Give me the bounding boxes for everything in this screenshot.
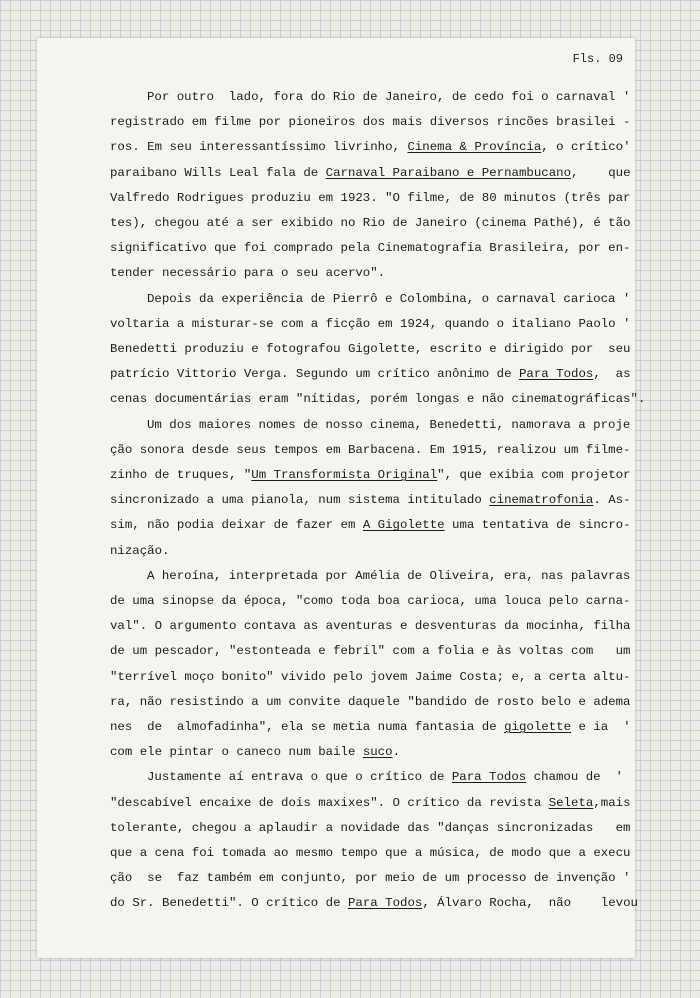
text-line: A heroína, interpretada por Amélia de Oliveira, era, nas palavras — [147, 568, 631, 583]
text-line: tender necessário para o seu acervo". — [110, 266, 386, 281]
text-line: "terrível moço bonito" vivido pelo jovem Jaime Costa; e, a certa altu- — [110, 669, 631, 684]
text-line: Um dos maiores nomes de nosso cinema, Benedetti, namorava a proje — [147, 417, 631, 432]
text-line: registrado em filme por pioneiros dos mais diversos rincões brasilei - — [110, 115, 631, 130]
text-line: "descabível encaixe de dois maxixes". O crítico da revista Seleta,mais — [110, 795, 631, 810]
text-line: paraibano Wills Leal fala de Carnaval Paraibano e Pernambucano, que — [110, 165, 631, 180]
text-line: voltaria a misturar-se com a ficção em 1924, quando o italiano Paolo ' — [110, 316, 631, 331]
text-line: ção se faz também em conjunto, por meio de um processo de invenção ' — [110, 871, 631, 886]
text-line: do Sr. Benedetti". O crítico de Para Todos, Álvaro Rocha, não levou — [110, 896, 638, 911]
page-number: Fls. 09 — [572, 52, 623, 66]
text-line: com ele pintar o caneco num baile suco. — [110, 745, 400, 760]
text-line: Por outro lado, fora do Rio de Janeiro, de cedo foi o carnaval ' — [147, 90, 631, 104]
text-line: ros. Em seu interessantíssimo livrinho, Cinema & Província, o crítico' — [110, 140, 631, 155]
text-line: sim, não podia deixar de fazer em A Gigolette uma tentativa de sincro- — [110, 518, 631, 533]
text-line: ção sonora desde seus tempos em Barbacena. Em 1915, realizou um filme- — [110, 442, 631, 457]
text-line: patrício Vittorio Verga. Segundo um crítico anônimo de Para Todos, as — [110, 367, 631, 382]
text-line: sincronizado a uma pianola, num sistema intitulado cinematrofonia. As- — [110, 493, 631, 508]
text-line: val". O argumento contava as aventuras e desventuras da mocinha, filha — [110, 619, 631, 634]
text-line: cenas documentárias eram "nítidas, porém longas e não cinematográficas". — [110, 392, 646, 407]
text-line: Benedetti produziu e fotografou Gigolette, escrito e dirigido por seu — [110, 342, 631, 356]
text-line: tes), chegou até a ser exibido no Rio de Janeiro (cinema Pathé), é tão — [110, 216, 631, 230]
document-page — [37, 38, 646, 958]
text-line: de uma sinopse da época, "como toda boa carioca, uma louca pelo carna- — [110, 594, 631, 608]
text-line: Depois da experiência de Pierrô e Colombina, o carnaval carioca ' — [147, 291, 631, 306]
text-line: zinho de truques, "Um Transformista Original", que exibia com projetor — [110, 468, 631, 482]
text-line: significativo que foi comprado pela Cinematografia Brasileira, por en- — [110, 241, 631, 256]
text-line: nização. — [110, 543, 170, 558]
text-line: nes de almofadinha", ela se metia numa fantasia de gigolette e ia ' — [110, 720, 631, 734]
text-line: Justamente aí entrava o que o crítico de Para Todos chamou de ' — [147, 770, 623, 785]
text-line: de um pescador, "estonteada e febril" com a folia e às voltas com um — [110, 644, 631, 659]
text-line: Valfredo Rodrigues produziu em 1923. "O filme, de 80 minutos (três par — [110, 190, 631, 205]
text-line: ra, não resistindo a um convite daquele "bandido de rosto belo e adema — [110, 694, 631, 709]
text-line: que a cena foi tomada ao mesmo tempo que a música, de modo que a execu — [110, 846, 631, 860]
text-line: tolerante, chegou a aplaudir a novidade das "danças sincronizadas em — [110, 820, 631, 835]
